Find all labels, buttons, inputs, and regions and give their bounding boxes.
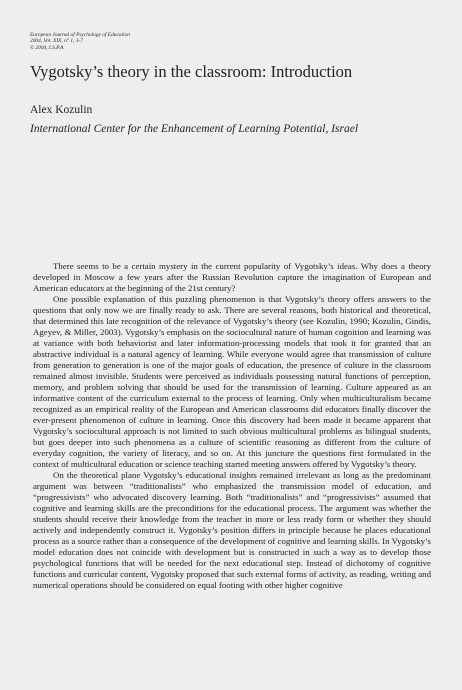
article-author: Alex Kozulin: [30, 104, 93, 116]
body-paragraph: On the theoretical plane Vygotsky’s educational insights remained irrelevant as long as the predominant argument was between “traditionalists” who emphasized the transmission model of education, and “progressivists” who advocated discovery learning. Both “traditionalists” and “progressivists” assumed that cognitive and learning skills are the preconditions for the educational process. The argument was whether the students should receive their knowledge from the teacher in more or less ready form or whether they should actively and independently construct it. Vygotsky’s position differs in principle because he places educational process as a source rather than a consequence of the development of cognitive and learning skills. In Vygotsky’s model education does not coincide with development but is constructed in such a way as to develop those psychological functions that will be needed for the next educational step. Instead of dichotomy of cognitive functions and curricular content, Vygotsky proposed that such external forms of activity, as reading, writing and numerical operations should be considered on equal footing with other higher cognitive: [33, 470, 431, 590]
article-title: Vygotsky’s theory in the classroom: Introduction: [30, 62, 353, 81]
body-paragraph: One possible explanation of this puzzling phenomenon is that Vygotsky’s theory offers answers to the questions that only now we are finally ready to ask. There are several reasons, both historical and theoretical, that determined this late recognition of the relevance of Vygotsky’s theory (see Kozulin, 1990; Kozulin, Gindis, Ageyev, & Miller, 2003). Vygotsky’s emphasis on the sociocultural nature of human cognition and learning was at variance with both behaviorist and later information-processing models that took it for granted that an abstractive individual is a natural agency of learning. While everyone would agree that transmission of culture from generation to generation is one of the major goals of education, the presence of culture in the classroom remained almost invisible. Students were perceived as individuals possessing natural functions of perception, memory, and problem solving that should be used for the transmission of learning. Culture appeared as an informative content of the curriculum external to the process of learning. Only when multiculturalism became recognized as an empirical reality of the European and American classrooms did educators finally discover the ever-present phenomenon of culture in learning. Once this discovery had been made it became apparent that Vygotsky’s sociocultural approach is not limited to such obvious multicultural problems as bilingual students, but goes deeper into such phenomena as a culture of scientific reasoning as different from the culture of everyday cognition, the variety of literacy, and so on. At this juncture the questions first formulated in the context of multicultural education or science teaching started meeting answers offered by Vygotsky’s theory.: [33, 294, 431, 469]
author-affiliation: International Center for the Enhancement of Learning Potential, Israel: [30, 123, 359, 135]
journal-name: European Journal of Psychology of Education: [30, 32, 130, 38]
journal-info: [30, 32, 130, 51]
journal-volume: 2004, Vol. XIX, n° 1, 3-7: [30, 38, 83, 45]
journal-copyright: © 2004, I.S.P.A.: [30, 44, 65, 51]
body-paragraph: There seems to be a certain mystery in the current popularity of Vygotsky’s ideas. Why does a theory developed in Moscow a few years after the Russian Revolution capture the imagination of European and American educators at the beginning of the 21st century?: [33, 261, 431, 293]
article-body: [33, 261, 431, 591]
